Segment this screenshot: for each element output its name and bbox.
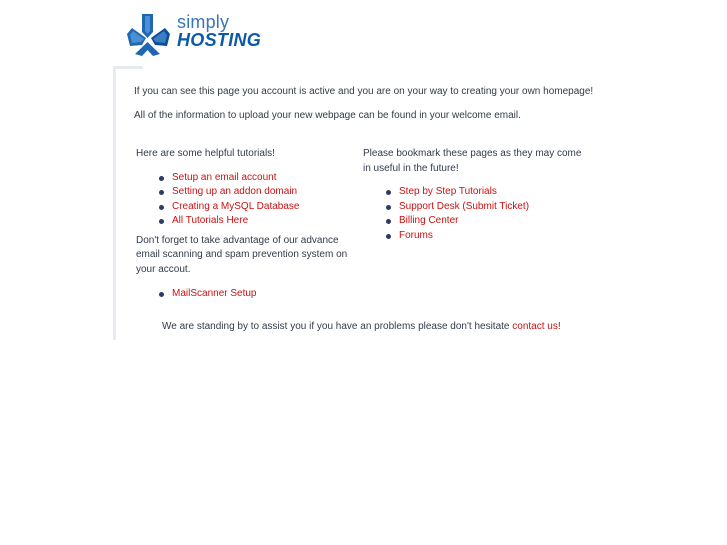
list-item [363, 229, 588, 244]
link-mysql-database[interactable]: Creating a MySQL Database [172, 200, 300, 212]
tutorials-heading: Here are some helpful tutorials! [136, 148, 275, 159]
logo-text-simply: simply [177, 12, 230, 32]
list-item [363, 200, 588, 215]
tutorials-column [136, 147, 356, 302]
content-frame-top-border [113, 66, 143, 69]
list-item [363, 214, 588, 229]
bullet-icon [386, 234, 391, 239]
simply-hosting-logo[interactable] [126, 12, 276, 58]
link-setup-email-account[interactable]: Setup an email account [172, 171, 277, 183]
support-footer [162, 321, 561, 332]
tri-arrow-logo-icon [126, 12, 176, 56]
list-item [363, 185, 588, 200]
bookmarks-column [363, 147, 588, 243]
bullet-icon [159, 219, 164, 224]
bookmarks-list [363, 185, 588, 243]
spam-scanning-note: Don't forget to take advantage of our advance email scanning and spam prevention system on your accout. [136, 234, 348, 275]
bullet-icon [386, 205, 391, 210]
link-all-tutorials[interactable]: All Tutorials Here [172, 215, 249, 227]
footer-text: We are standing by to assist you if you have an problems please don't hesitate [162, 321, 513, 332]
link-addon-domain[interactable]: Setting up an addon domain [172, 186, 298, 198]
bullet-icon [159, 205, 164, 210]
tutorials-list [136, 171, 356, 229]
footer-end: ! [557, 321, 561, 332]
link-step-by-step-tutorials[interactable]: Step by Step Tutorials [399, 186, 497, 197]
list-item [136, 287, 356, 302]
bullet-icon [159, 190, 164, 195]
intro-welcome-email: All of the information to upload your new webpage can be found in your welcome email. [134, 110, 521, 121]
content-frame-left-border [113, 66, 116, 340]
bullet-icon [386, 219, 391, 224]
list-item [136, 200, 356, 215]
link-support-desk[interactable]: Support Desk (Submit Ticket) [399, 200, 530, 212]
bookmarks-heading: Please bookmark these pages as they may come in useful in the future! [363, 148, 582, 174]
list-item [136, 214, 356, 229]
list-item [136, 185, 356, 200]
intro-account-active: If you can see this page you account is active and you are on your way to creating your own homepage! [134, 86, 594, 97]
link-contact-us[interactable]: contact us [512, 321, 558, 332]
bullet-icon [386, 190, 391, 195]
list-item [136, 171, 356, 186]
logo-text-hosting: HOSTING [177, 30, 262, 50]
link-mailscanner-setup[interactable]: MailScanner Setup [172, 288, 257, 300]
bullet-icon [159, 176, 164, 181]
link-forums[interactable]: Forums [399, 229, 433, 241]
bullet-icon [159, 292, 164, 297]
link-billing-center[interactable]: Billing Center [399, 215, 459, 227]
mailscanner-list [136, 287, 356, 302]
